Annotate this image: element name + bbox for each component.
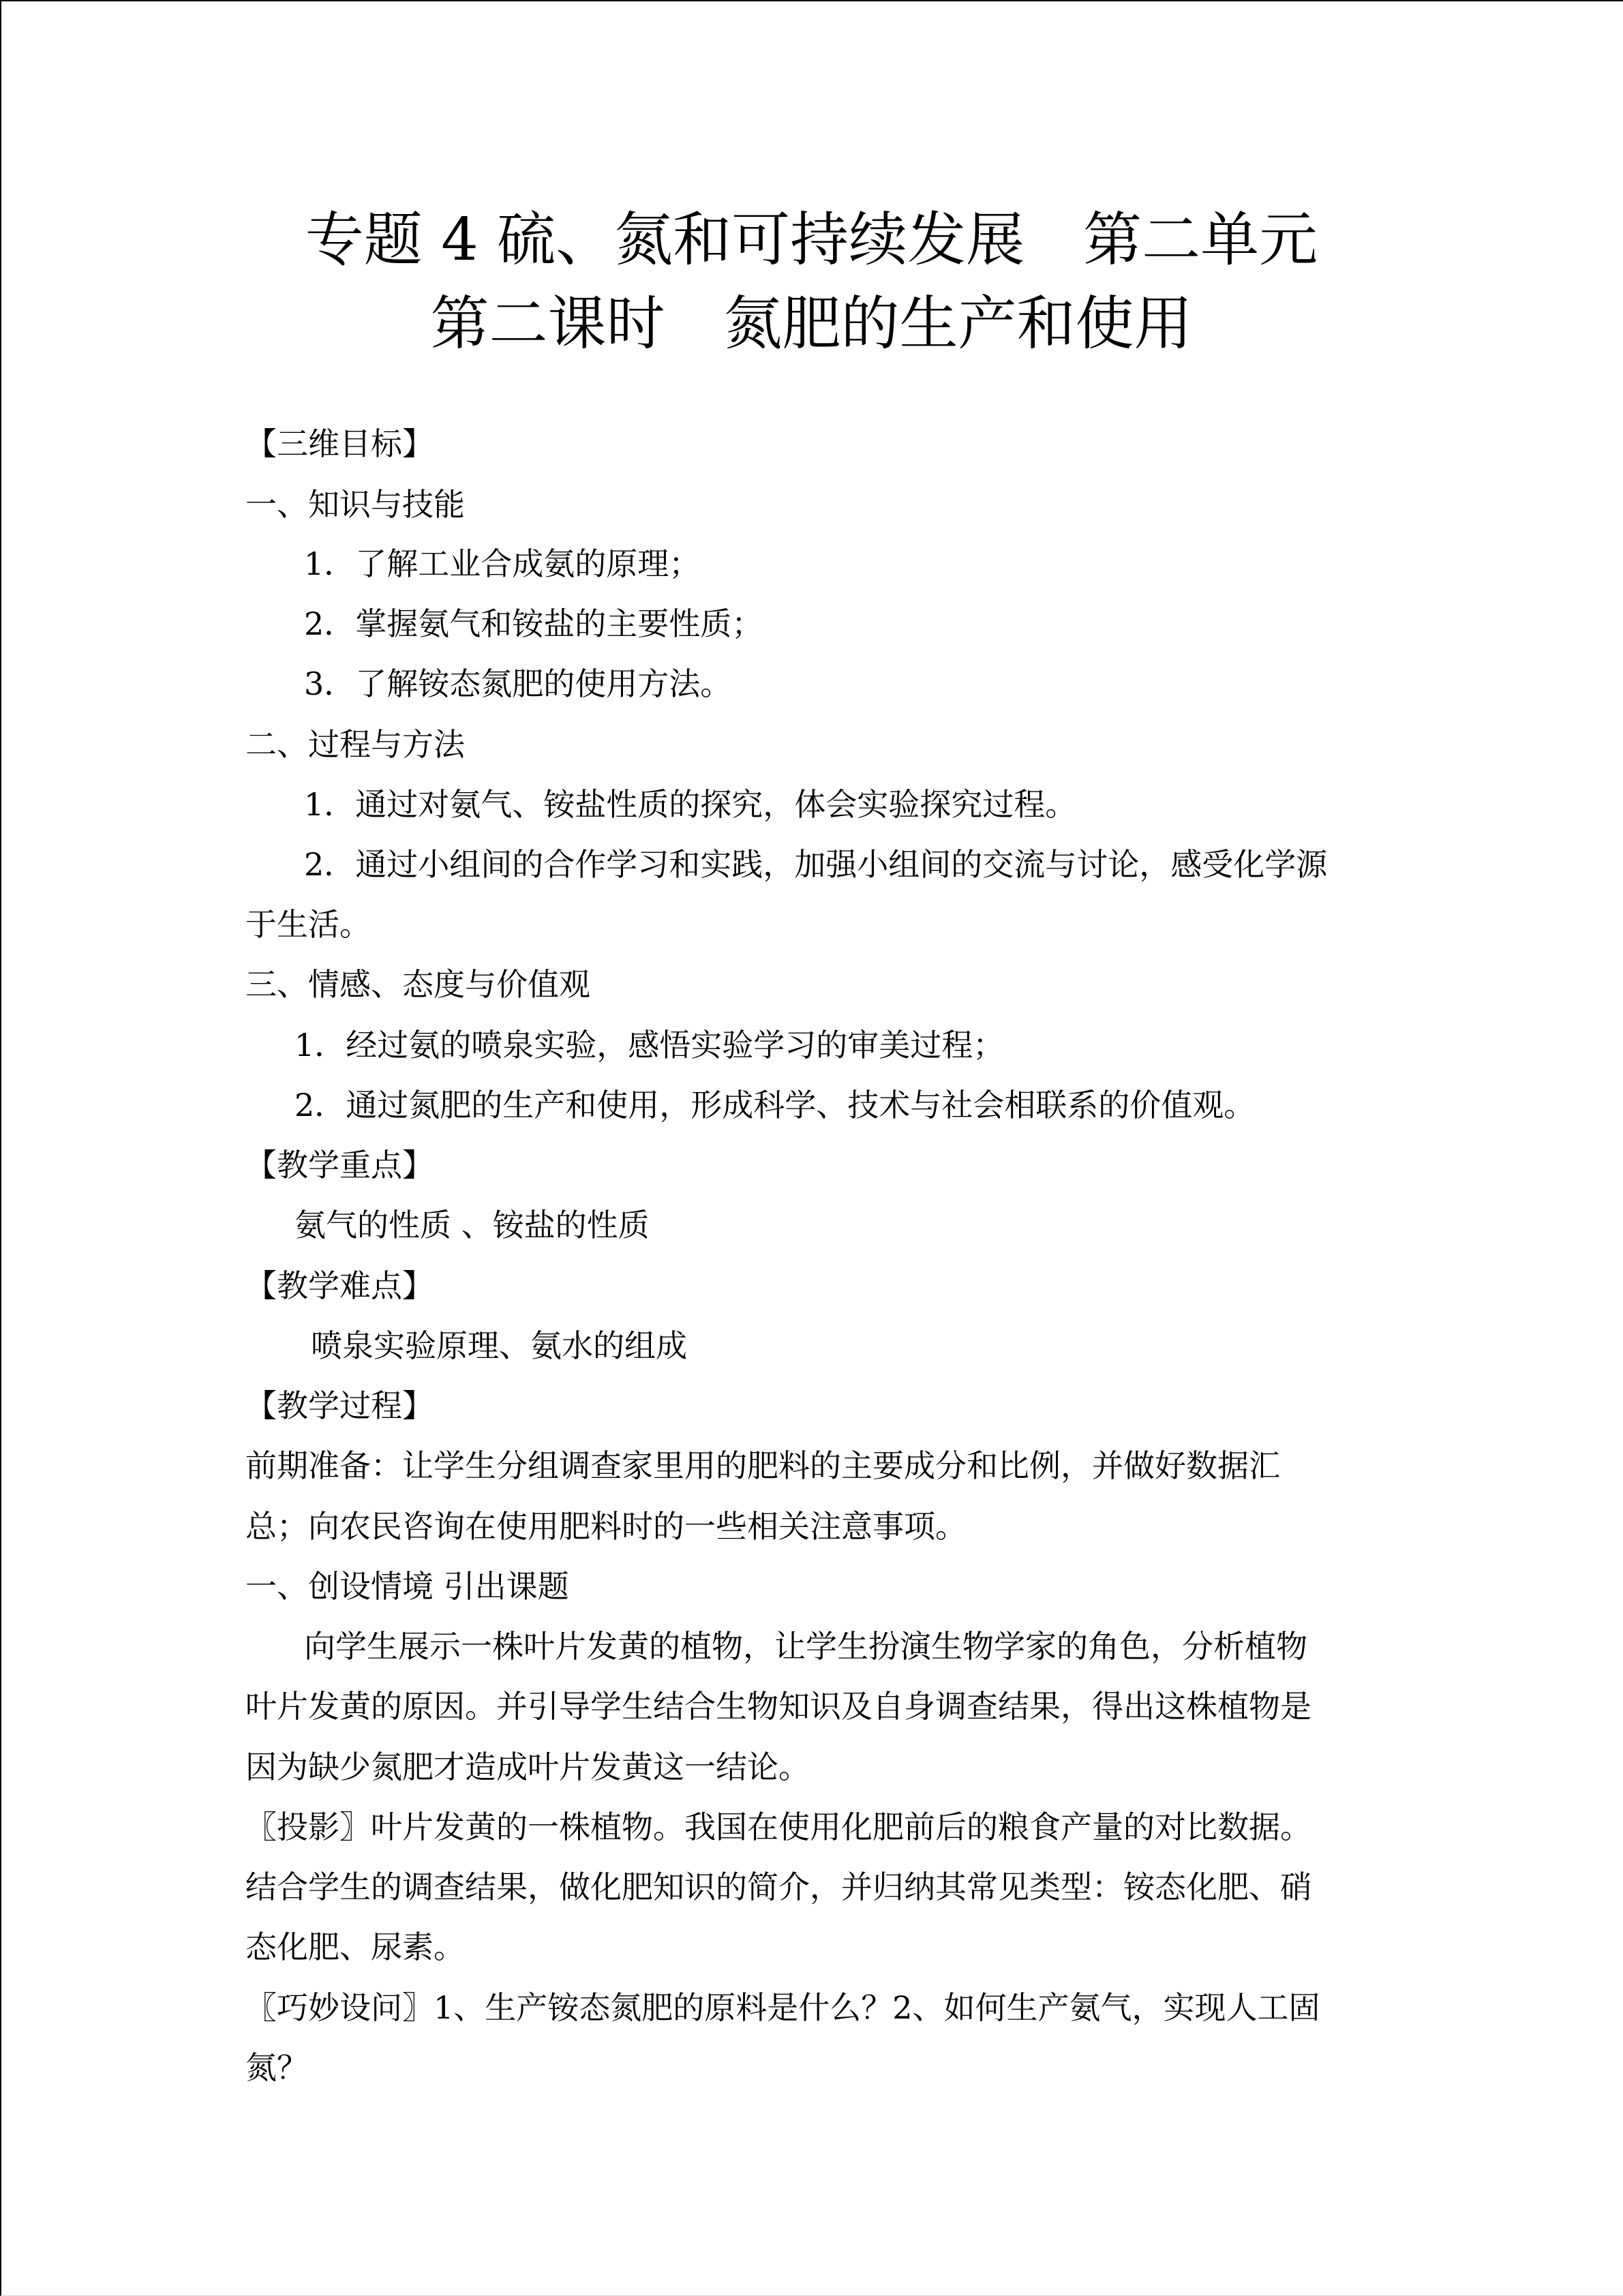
list-item: 1．了解工业合成氨的原理； [304, 545, 701, 582]
section-1-heading: 一、知识与技能 [245, 486, 465, 523]
document-title-line-1: 专题 4 硫、氮和可持续发展 第二单元 [305, 206, 1318, 274]
paragraph-line: 向学生展示一株叶片发黄的植物，让学生扮演生物学家的角色，分析植物 [304, 1628, 1307, 1665]
difficulties-heading: 【教学难点】 [245, 1267, 434, 1304]
step-1-heading: 一、创设情境 引出课题 [245, 1568, 569, 1605]
process-heading: 【教学过程】 [245, 1387, 434, 1424]
section-3-heading: 三、情感、态度与价值观 [245, 966, 590, 1003]
list-item: 1．通过对氨气、铵盐性质的探究，体会实验探究过程。 [304, 786, 1077, 823]
paragraph-line: 叶片发黄的原因。并引导学生结合生物知识及自身调查结果，得出这株植物是 [245, 1688, 1311, 1725]
key-points-heading: 【教学重点】 [245, 1147, 434, 1183]
paragraph-line: 〖投影〗叶片发黄的一株植物。我国在使用化肥前后的粮食产量的对比数据。 [245, 1809, 1311, 1845]
paragraph-line: 〖巧妙设问〗1、生产铵态氮肥的原料是什么？2、如何生产氨气，实现人工固 [245, 1989, 1320, 2026]
key-points-content: 氨气的性质 、铵盐的性质 [294, 1207, 650, 1243]
paragraph-line: 前期准备：让学生分组调查家里用的肥料的主要成分和比例，并做好数据汇 [245, 1447, 1280, 1484]
section-2-heading: 二、过程与方法 [245, 726, 465, 763]
document-title-line-2: 第二课时 氮肥的生产和使用 [430, 290, 1193, 358]
goals-heading: 【三维目标】 [245, 425, 434, 462]
paragraph-line: 态化肥、尿素。 [245, 1929, 465, 1965]
list-item-continuation: 于生活。 [245, 906, 371, 943]
list-item: 2．掌握氨气和铵盐的主要性质； [304, 605, 763, 642]
list-item: 1．经过氨的喷泉实验，感悟实验学习的审美过程； [294, 1027, 1005, 1063]
paragraph-line: 氮？ [245, 2049, 308, 2086]
paragraph-line: 结合学生的调查结果，做化肥知识的简介，并归纳其常见类型：铵态化肥、硝 [245, 1869, 1311, 1905]
list-item: 2．通过小组间的合作学习和实践，加强小组间的交流与讨论，感受化学源 [304, 846, 1328, 883]
paragraph-line: 总；向农民咨询在使用肥料时的一些相关注意事项。 [245, 1508, 967, 1545]
list-item: 2．通过氮肥的生产和使用，形成科学、技术与社会相联系的价值观。 [294, 1087, 1256, 1123]
paragraph-line: 因为缺少氮肥才造成叶片发黄这一结论。 [245, 1749, 810, 1785]
difficulties-content: 喷泉实验原理、氨水的组成 [311, 1327, 687, 1364]
list-item: 3．了解铵态氮肥的使用方法。 [304, 665, 732, 702]
